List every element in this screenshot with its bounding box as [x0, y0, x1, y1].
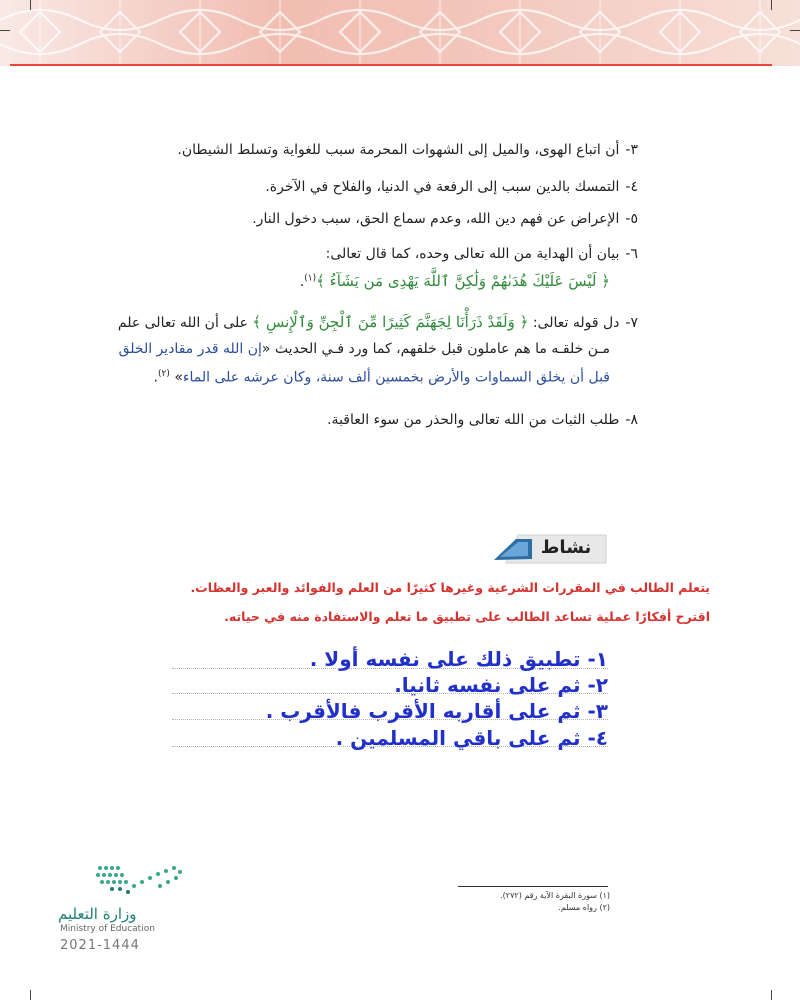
footnote-ref: (٢) — [157, 369, 170, 379]
item-text: على أن الله تعالى علم — [117, 315, 248, 331]
arabesque-pattern — [0, 0, 800, 66]
lesson-item-4 — [265, 179, 638, 195]
item-text: دل قوله تعالى: — [532, 315, 620, 331]
lesson-item-5 — [252, 211, 638, 227]
ministry-logo-icon — [92, 862, 188, 896]
quote-mark: » — [174, 369, 183, 386]
lesson-item-7 — [118, 313, 638, 331]
footnote: (١) سورة البقرة الآية رقم (٢٧٢). — [500, 891, 610, 900]
footnote: (٢) رواه مسلم. — [558, 903, 610, 912]
ministry-name-english: Ministry of Education — [60, 924, 155, 934]
item-number: ٧- — [625, 315, 638, 331]
hadith-text: إن الله قدر مقادير الخلق — [118, 341, 262, 357]
crop-mark — [771, 0, 772, 10]
item-number: ٥- — [625, 211, 638, 227]
item-number: ٦- — [625, 246, 638, 262]
quran-verse: ﴿ وَلَقَدْ ذَرَأْنَا لِجَهَنَّمَ كَثِيرًا مِّنَ ٱلْجِنِّ وَٱلْإِنسِ ﴾ — [252, 313, 529, 331]
hadith-text: قبل أن يخلق السماوات والأرض بخمسين ألف سنة، وكان عرشه على الماء — [182, 369, 610, 386]
item-number: ٨- — [625, 412, 638, 428]
crop-mark — [30, 0, 31, 10]
lesson-item-8 — [327, 412, 638, 428]
activity-intro: يتعلم الطالب في المقررات الشرعية وغيرها كثيرًا من العلم والفوائد والعبر والعظات. — [190, 580, 710, 595]
edition-year: 2021-1444 — [60, 938, 140, 953]
item-number: ٣- — [625, 142, 638, 158]
answer-text: ١- تطبيق ذلك على نفسه أولا . — [309, 647, 608, 671]
item-text: أن اتباع الهوى، والميل إلى الشهوات المحرمة سبب للغواية وتسلط الشيطان. — [177, 142, 620, 158]
item-number: ٤- — [625, 179, 638, 195]
ministry-name-arabic: وزارة التعليم — [58, 905, 137, 923]
activity-title: نشاط — [540, 537, 592, 558]
quran-verse: ﴿ لَيْسَ عَلَيْكَ هُدَىٰهُمْ وَلَٰكِنَّ ٱللَّهَ يَهْدِى مَن يَشَآءُ ﴾ — [316, 272, 610, 290]
item-text: مـن خلقـه ما هم عاملون قبل خلقهم، كما ورد فـي الحديث « — [261, 341, 610, 357]
answer-text: ٣- ثم على أقاربه الأقرب فالأقرب . — [265, 699, 608, 723]
lesson-item-7-line-2 — [119, 341, 610, 357]
crop-mark — [30, 990, 31, 1000]
item-text: طلب الثبات من الله تعالى والحذر من سوء العاقبة. — [327, 412, 620, 428]
crop-mark — [790, 30, 800, 31]
lesson-item-6-verse-line: ﴿ لَيْسَ عَلَيْكَ هُدَىٰهُمْ وَلَٰكِنَّ ٱللَّهَ يَهْدِى مَن يَشَآءُ ﴾$^{(١)}$. — [299, 272, 610, 290]
decorative-header-band — [0, 0, 800, 66]
header-red-line — [10, 64, 772, 66]
activity-prompt: اقترح أفكارًا عملية تساعد الطالب على تطبيق ما تعلم والاستفادة منه في حياته. — [224, 609, 710, 624]
item-text: الإعراض عن فهم دين الله، وعدم سماع الحق، سبب دخول النار. — [252, 211, 620, 227]
footnote-divider — [458, 886, 608, 887]
crop-mark — [771, 990, 772, 1000]
lesson-item-7-line-3 — [154, 369, 610, 386]
item-text: بيان أن الهداية من الله تعالى وحده، كما قال تعالى: — [325, 246, 620, 262]
answer-text: ٤- ثم على باقي المسلمين . — [335, 726, 608, 750]
lesson-item-6 — [326, 246, 638, 262]
crop-mark — [0, 30, 10, 31]
footnote-ref: (١) — [304, 273, 317, 284]
lesson-item-3 — [177, 142, 638, 158]
answer-text: ٢- ثم على نفسه ثانيا. — [394, 673, 608, 697]
item-text: التمسك بالدين سبب إلى الرفعة في الدنيا، والفلاح في الآخرة. — [265, 179, 620, 195]
period: . — [153, 369, 158, 386]
